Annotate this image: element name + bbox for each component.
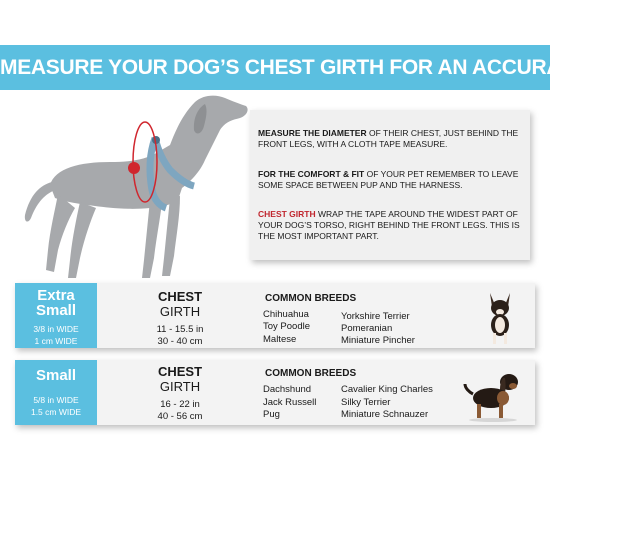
chest-girth-column [135, 364, 225, 423]
instruction-girth [258, 209, 526, 242]
breed-item: Yorkshire Terrier [341, 311, 410, 322]
size-row-extra-small [15, 283, 535, 348]
size-row-small [15, 360, 535, 425]
strap-width-cm: 1 cm WIDE [34, 336, 78, 346]
girth-in: 11 - 15.5 in [156, 324, 204, 335]
chest-label: CHEST [157, 364, 203, 379]
breed-item: Maltese [263, 334, 297, 345]
breed-item: Silky Terrier [341, 397, 391, 408]
size-tab [15, 360, 97, 425]
breed-item: Pomeranian [341, 323, 393, 334]
dachshund-photo [463, 366, 525, 422]
size-name-line2: Small [35, 302, 77, 319]
strap-width-in: 5/8 in WIDE [33, 395, 79, 405]
banner-title: MEASURE YOUR DOG’S CHEST GIRTH FOR AN ACCURATE FIT! [0, 56, 629, 79]
instruction-diameter-text: OF THEIR CHEST, JUST BEHIND THE FRONT LEGS, WITH A CLOTH TAPE MEASURE. [258, 128, 519, 149]
breed-item: Cavalier King Charles [341, 384, 433, 395]
breed-item: Dachshund [263, 384, 312, 395]
breeds-title: COMMON BREEDS [265, 368, 357, 379]
instructions-card [250, 110, 530, 260]
chest-girth-column [135, 289, 225, 348]
chihuahua-photo [480, 289, 520, 345]
instruction-comfort-bold: FOR THE COMFORT & FIT [258, 169, 365, 179]
instruction-girth-text: WRAP THE TAPE AROUND THE WIDEST PART OF YOUR DOG’S TORSO, RIGHT BEHIND THE FRONT LEGS. THIS IS THE MOST IMPORTANT PART. [258, 209, 520, 241]
instruction-comfort [258, 169, 526, 191]
breed-item: Miniature Schnauzer [341, 409, 429, 420]
strap-width-in: 3/8 in WIDE [33, 324, 79, 334]
instruction-girth-bold: CHEST GIRTH [258, 209, 316, 219]
breed-item: Jack Russell [263, 397, 317, 408]
instruction-diameter [258, 128, 526, 150]
girth-in: 16 - 22 in [160, 399, 200, 410]
instruction-comfort-text: OF YOUR PET REMEMBER TO LEAVE SOME SPACE BETWEEN PUP AND THE HARNESS. [258, 169, 519, 190]
size-name-line1: Extra [37, 287, 75, 304]
girth-label: GIRTH [159, 304, 201, 319]
title-banner [0, 45, 629, 90]
breed-item: Chihuahua [263, 309, 309, 320]
girth-cm: 40 - 56 cm [157, 411, 203, 422]
breed-item: Toy Poodle [263, 321, 311, 332]
breed-item: Miniature Pincher [341, 335, 415, 346]
girth-cm: 30 - 40 cm [157, 336, 203, 347]
size-tab [15, 283, 97, 348]
dog-harness-illustration [10, 90, 260, 290]
girth-label: GIRTH [159, 379, 201, 394]
breed-item: Pug [263, 409, 280, 420]
breeds-title: COMMON BREEDS [265, 293, 357, 304]
measure-point-dot [128, 162, 140, 174]
instruction-diameter-bold: MEASURE THE DIAMETER [258, 128, 367, 138]
size-name-line1: Small [35, 367, 77, 384]
chest-label: CHEST [157, 289, 203, 304]
strap-width-cm: 1.5 cm WIDE [30, 407, 82, 417]
